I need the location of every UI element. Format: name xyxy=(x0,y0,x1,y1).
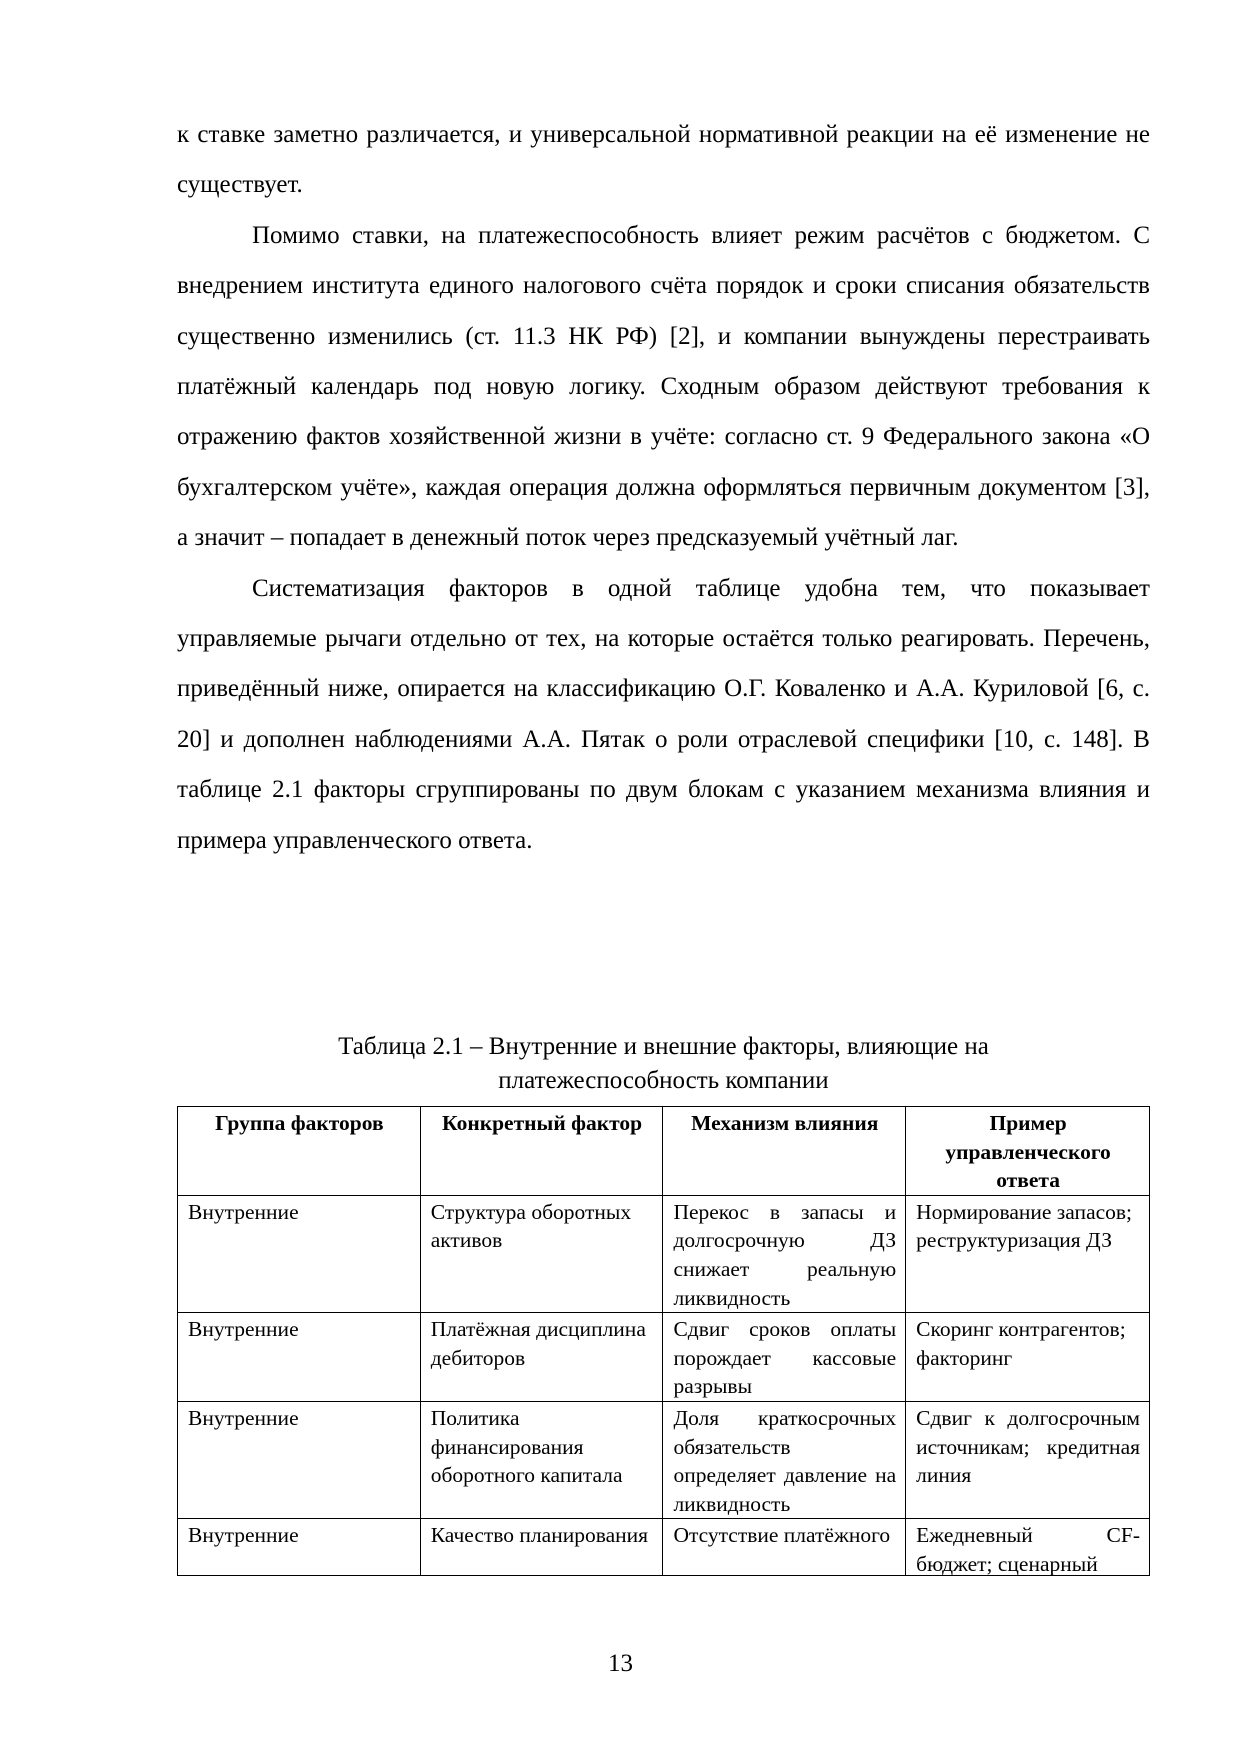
cell-group: Внутренние xyxy=(178,1313,421,1402)
cell-response: Скоринг контрагентов; факторинг xyxy=(906,1313,1150,1402)
table-row xyxy=(178,1401,1150,1518)
cell-mechanism: Сдвиг сроков оплаты порождает кассовые разрывы xyxy=(663,1313,906,1402)
body-text xyxy=(177,110,1150,866)
cell-response: Сдвиг к долгосрочным источникам; кредитная линия xyxy=(906,1401,1150,1518)
cell-mechanism: Перекос в запасы и долгосрочную ДЗ снижает реальную ликвидность xyxy=(663,1195,906,1312)
cell-mechanism: Отсутствие платёжного xyxy=(663,1519,906,1576)
table-caption xyxy=(177,1030,1150,1098)
cell-group: Внутренние xyxy=(178,1401,421,1518)
header-factor-group: Группа факторов xyxy=(178,1107,421,1196)
table-caption-line-2: платежеспособность компании xyxy=(498,1067,829,1094)
page-number: 13 xyxy=(608,1650,633,1677)
paragraph-budget-settlements: Помимо ставки, на платежеспособность влияет режим расчётов с бюджетом. С внедрением института единого налогового счёта порядок и сроки списания обязательств существенно изменились (ст. 11.3 НК РФ) [2], и компании вынуждены перестраивать платёжный календарь под новую логику. Сходным образом действуют требования к отражению фактов хозяйственной жизни в учёте: согласно ст. 9 Федерального закона «О бухгалтерском учёте», каждая операция должна оформляться первичным документом [3], а значит – попадает в денежный поток через предсказуемый учётный лаг. xyxy=(177,221,1150,552)
cell-factor: Качество планирования xyxy=(420,1519,663,1576)
header-specific-factor: Конкретный фактор xyxy=(420,1107,663,1196)
header-management-response: Пример управленческого ответа xyxy=(906,1107,1150,1196)
factors-table xyxy=(177,1106,1150,1576)
paragraph-systematization: Систематизация факторов в одной таблице удобна тем, что показывает управляемые рычаги отдельно от тех, на которые остаётся только реагировать. Перечень, приведённый ниже, опирается на классификацию О.Г. Коваленко и А.А. Куриловой [6, с. 20] и дополнен наблюдениями А.А. Пятак о роли отраслевой специфики [10, с. 148]. В таблице 2.1 факторы сгруппированы по двум блокам с указанием механизма влияния и примера управленческого ответа. xyxy=(177,574,1150,854)
table-caption-line-1: Таблица 2.1 – Внутренние и внешние факторы, влияющие на xyxy=(338,1033,989,1060)
table-row xyxy=(178,1313,1150,1402)
cell-group: Внутренние xyxy=(178,1519,421,1576)
cell-mechanism: Доля краткосрочных обязательств определяет давление на ликвидность xyxy=(663,1401,906,1518)
cell-response: Ежедневный CF-бюджет; сценарный xyxy=(906,1519,1150,1576)
table-row xyxy=(178,1195,1150,1312)
cell-factor: Структура оборотных активов xyxy=(420,1195,663,1312)
cell-group: Внутренние xyxy=(178,1195,421,1312)
cell-response: Нормирование запасов; реструктуризация ДЗ xyxy=(906,1195,1150,1312)
paragraph-continuation: к ставке заметно различается, и универсальной нормативной реакции на её изменение не существует. xyxy=(177,121,1150,199)
cell-factor: Политика финансирования оборотного капитала xyxy=(420,1401,663,1518)
cell-factor: Платёжная дисциплина дебиторов xyxy=(420,1313,663,1402)
table-row xyxy=(178,1519,1150,1576)
table-header-row xyxy=(178,1107,1150,1196)
header-mechanism: Механизм влияния xyxy=(663,1107,906,1196)
